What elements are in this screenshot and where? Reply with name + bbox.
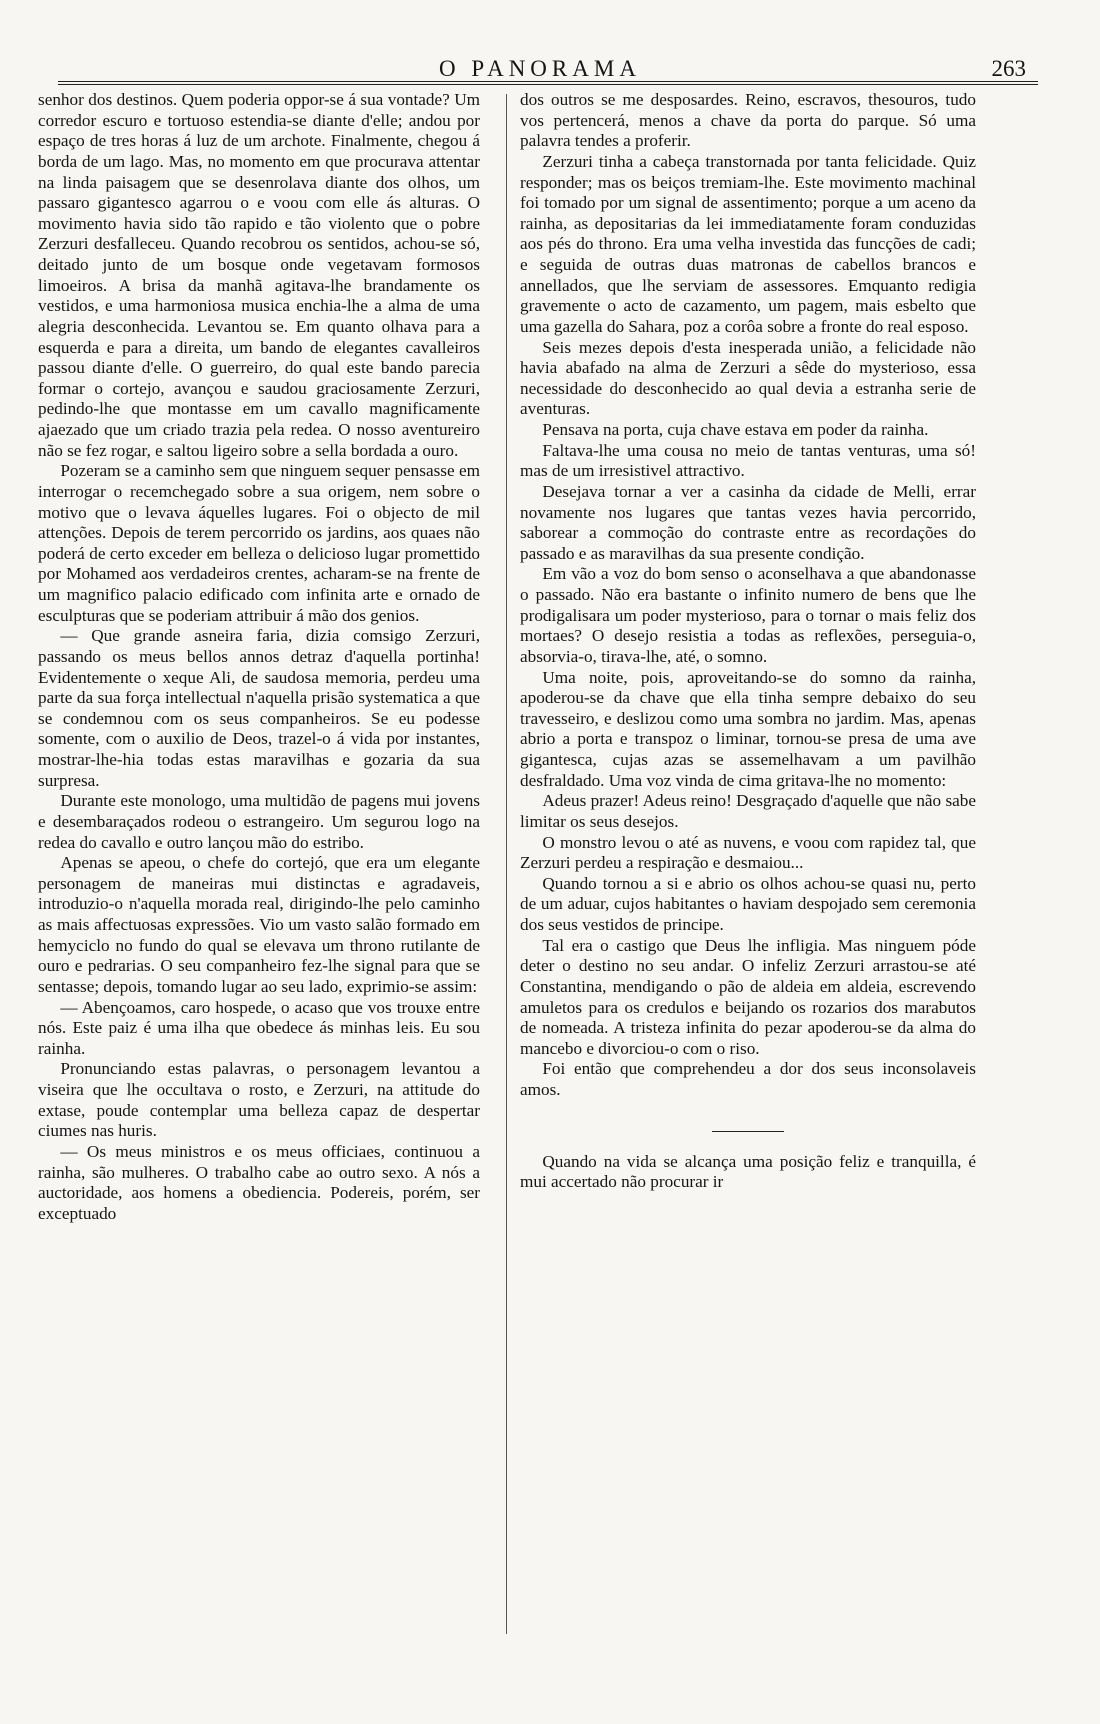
paragraph: Zerzuri tinha a cabeça transtornada por tanta felicidade. Quiz responder; mas os beiços tremiam-lhe. Este movimento machinal foi tomado por um signal de assentimento; porque a um aceno da rainha, as depositarias da lei immediatamente foram conduzidas aos pés do throno. Era uma velha investida das funcções de cadi; e seguida de outras duas matronas de cabellos brancos e annellados, que lhe serviam de assessores. Emquanto redigia gravemente o acto de cazamento, um pagem, mais esbelto que uma gazella do Sahara, poz a corôa sobre a fronte do real esposo. bbox=[520, 151, 976, 336]
paragraph: Quando na vida se alcança uma posição feliz e tranquilla, é mui accertado não procurar ir bbox=[520, 1151, 976, 1192]
paragraph: Uma noite, pois, aproveitando-se do somno da rainha, apoderou-se da chave que ella tinha sempre debaixo do seu travesseiro, e deslizou como uma sombra no jardim. Mas, apenas abrio a porta e transpoz o liminar, tornou-se presa de uma ave gigantesca, cujas azas se assemelhavam a um pavilhão desfraldado. Uma voz vinda de cima gritava-lhe no momento: bbox=[520, 667, 976, 790]
left-column bbox=[38, 90, 480, 1224]
paragraph: — Os meus ministros e os meus officiaes, continuou a rainha, são mulheres. O trabalho cabe ao outro sexo. A nós a auctoridade, aos homens a obediencia. Podereis, porém, ser exceptuado bbox=[38, 1141, 480, 1223]
paragraph: Desejava tornar a ver a casinha da cidade de Melli, errar novamente nos lugares que tantas vezes havia percorrido, saborear a commoção do contraste entre as recordações do passado e as maravilhas da sua presente condição. bbox=[520, 481, 976, 563]
paragraph: — Abençoamos, caro hospede, o acaso que vos trouxe entre nós. Este paiz é uma ilha que obedece ás minhas leis. Eu sou rainha. bbox=[38, 997, 480, 1058]
paragraph: dos outros se me desposardes. Reino, escravos, thesouros, tudo vos pertencerá, menos a chave da porta do parque. Só uma palavra tendes a proferir. bbox=[520, 90, 976, 151]
paragraph: Pozeram se a caminho sem que ninguem sequer pensasse em interrogar o recemchegado sobre a sua origem, nem sobre o motivo que o levava áquelles lugares. Foi o objecto de mil attenções. Depois de terem percorrido os jardins, aos quaes não poderá de certo exceder em belleza o delicioso lugar promettido por Mohamed aos verdadeiros crentes, acharam-se na frente de um magnifico palacio edificado com infinita arte e ornado de esculpturas que se poderiam attribuir á mão dos genios. bbox=[38, 461, 480, 625]
paragraph: senhor dos destinos. Quem poderia oppor-se á sua vontade? Um corredor escuro e tortuoso estendia-se diante d'elle; andou por espaço de tres horas á luz de um archote. Finalmente, chegou á borda de um lago. Mas, no momento em que procurava attentar na linda paisagem que se desenrolava diante dos olhos, um passaro gigantesco agarrou o e voou com elle ás alturas. O movimento havia sido tão rapido e tão violento que o pobre Zerzuri desfalleceu. Quando recobrou os sentidos, achou-se só, deitado junto de um bosque onde vegetavam formosos limoeiros. A brisa da manhã agitava-lhe brandamente os vestidos, e uma harmoniosa musica enchia-lhe a alma de uma alegria desconhecida. Levantou se. Em quanto olhava para a esquerda e para a direita, um bando de elegantes cavalleiros passou diante d'elle. O guerreiro, do qual este bando parecia formar o cortejo, avançou e saudou graciosamente Zerzuri, pedindo-lhe que montasse em um cavallo magnificamente ajaezado que um criado trazia pela redea. O nosso aventureiro não se fez rogar, e saltou ligeiro sobre a sella bordada a ouro. bbox=[38, 90, 480, 460]
paragraph: O monstro levou o até as nuvens, e voou com rapidez tal, que Zerzuri perdeu a respiração e desmaiou... bbox=[520, 832, 976, 873]
paragraph: Quando tornou a si e abrio os olhos achou-se quasi nu, perto de um aduar, cujos habitantes o haviam despojado sem ceremonia dos seus vestidos de principe. bbox=[520, 873, 976, 934]
paragraph: Faltava-lhe uma cousa no meio de tantas venturas, uma só! mas de um irresistivel attractivo. bbox=[520, 440, 976, 481]
right-column bbox=[520, 90, 976, 1193]
paragraph: Pensava na porta, cuja chave estava em poder da rainha. bbox=[542, 420, 929, 439]
paragraph: Foi então que comprehendeu a dor dos seus inconsolaveis amos. bbox=[520, 1059, 976, 1099]
page-number: 263 bbox=[991, 56, 1026, 81]
header-rule bbox=[58, 81, 1038, 85]
publication-title: O PANORAMA bbox=[439, 56, 641, 81]
section-separator bbox=[712, 1131, 784, 1132]
paragraph: Apenas se apeou, o chefe do cortejó, que era um elegante personagem de maneiras mui distinctas e agradaveis, introduzio-o n'aquella morada real, dirigindo-lhe pelo caminho as mais affectuosas expressões. Vio um vasto salão formado em hemyciclo no fundo do qual se elevava um throno rutilante de ouro e pedrarias. O seu companheiro fez-lhe signal para que se sentasse; depois, tomando lugar ao seu lado, exprimio-se assim: bbox=[38, 853, 480, 996]
paragraph: Tal era o castigo que Deus lhe infligia. Mas ninguem póde deter o destino no seu andar. O infeliz Zerzuri arrastou-se até Constantina, mendigando o pão de aldeia em aldeia, escrevendo amuletos para os credulos e beijando os rozarios dos marabutos de nomeada. A tristeza infinita do pezar apoderou-se da alma do mancebo e divorciou-o com o riso. bbox=[520, 935, 976, 1058]
paragraph: Pronunciando estas palavras, o personagem levantou a viseira que lhe occultava o rosto, e Zerzuri, na attitude do extase, poude contemplar uma belleza capaz de despertar ciumes nas huris. bbox=[38, 1059, 480, 1141]
paragraph: Seis mezes depois d'esta inesperada união, a felicidade não havia abafado na alma de Zerzuri a sêde do mysterioso, essa necessidade do desconhecido ao qual devia a estranha serie de aventuras. bbox=[520, 337, 976, 419]
paragraph: — Que grande asneira faria, dizia comsigo Zerzuri, passando os meus bellos annos detraz d'aquella portinha! Evidentemente o xeque Ali, de saudosa memoria, perdeu uma parte da sua força intellectual n'aquella prisão systematica a que se condemnou com os seus companheiros. Se eu podesse somente, com o auxilio de Deos, trazel-o á vida por instantes, mostrar-lhe-hia todas estas maravilhas e gozaria da sua surpresa. bbox=[38, 626, 480, 790]
paragraph: Adeus prazer! Adeus reino! Desgraçado d'aquelle que não sabe limitar os seus desejos. bbox=[520, 791, 976, 831]
paragraph: Durante este monologo, uma multidão de pagens mui jovens e desembaraçados rodeou o estrangeiro. Um segurou logo na redea do cavallo e outro lançou mão do estribo. bbox=[38, 791, 480, 852]
paragraph: Em vão a voz do bom senso o aconselhava a que abandonasse o passado. Não era bastante o infinito numero de bens que lhe prodigalisara um poder mysterioso, para o tornar o mais feliz dos mortaes? O desejo resistia a todas as reflexões, perseguia-o, absorvia-o, tirava-lhe, até, o somno. bbox=[520, 564, 976, 666]
column-divider bbox=[506, 94, 507, 1634]
